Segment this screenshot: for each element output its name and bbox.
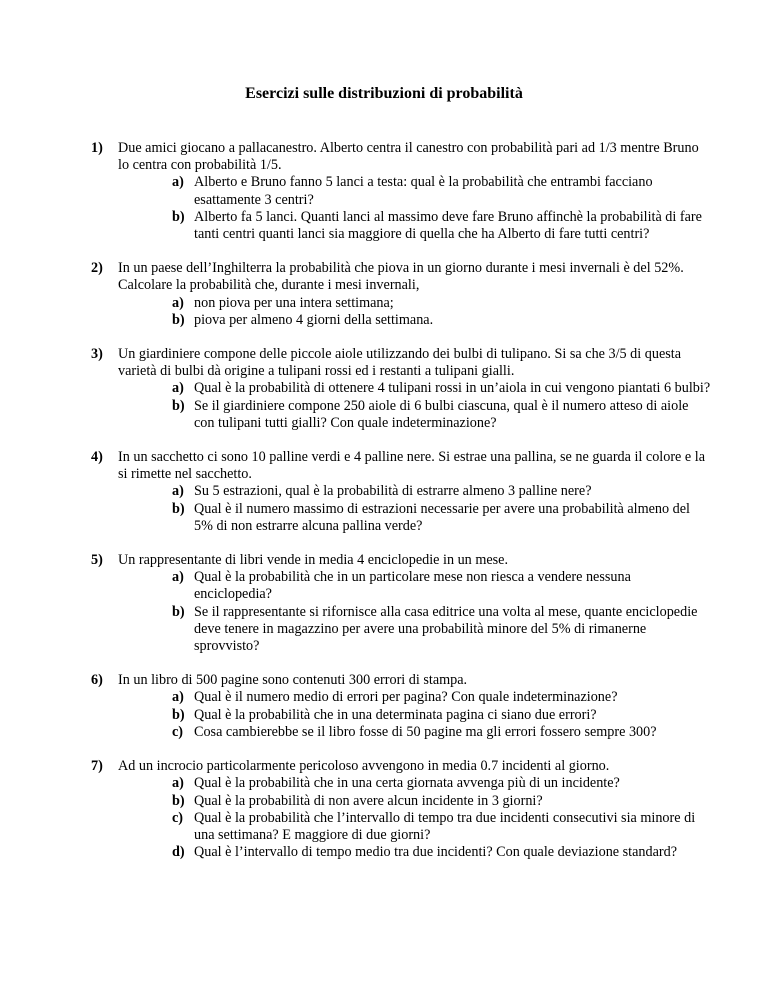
sub-question-letter: a) (172, 294, 184, 311)
sub-question-list (118, 689, 711, 741)
sub-question-letter: b) (172, 311, 185, 328)
sub-question-letter: b) (172, 706, 185, 723)
sub-question-text: Qual è la probabilità che in una certa giornata avvenga più di un incidente? (194, 775, 620, 792)
exercise-text: Un rappresentante di libri vende in media 4 enciclopedie in un mese. (118, 552, 509, 569)
exercise-3 (91, 346, 711, 432)
sub-question-text: Qual è la probabilità di non avere alcun incidente in 3 giorni? (194, 792, 543, 809)
exercise-6 (91, 672, 711, 741)
sub-question (118, 501, 711, 535)
sub-question (118, 689, 711, 706)
sub-question (118, 295, 711, 312)
sub-question (118, 209, 711, 243)
sub-question-list (118, 569, 711, 655)
sub-question-text: non piova per una intera settimana; (194, 294, 394, 311)
exercise-number: 5) (91, 552, 103, 569)
sub-question-list (118, 483, 711, 535)
exercise-number: 3) (91, 346, 103, 363)
sub-question-text: Se il giardiniere compone 250 aiole di 6 bulbi ciascuna, qual è il numero atteso di aiole con tulipani tutti gialli? Con quale indeterminazione? (194, 397, 689, 431)
sub-question-list (118, 295, 711, 329)
sub-question-text: Alberto e Bruno fanno 5 lanci a testa: qual è la probabilità che entrambi facciano esattamente 3 centri? (194, 174, 653, 208)
sub-question-letter: a) (172, 569, 184, 586)
exercise-number: 7) (91, 758, 103, 775)
sub-question-list (118, 775, 711, 861)
sub-question-text: Qual è l’intervallo di tempo medio tra due incidenti? Con quale deviazione standard? (194, 844, 677, 861)
sub-question-text: Se il rappresentante si rifornisce alla casa editrice una volta al mese, quante enciclopedie deve tenere in magazzino per avere una probabilità minore del 5% di rimanerne sprovvisto? (194, 603, 698, 655)
exercise-4 (91, 449, 711, 535)
sub-question-text: Qual è la probabilità che l’intervallo di tempo tra due incidenti consecutivi sia minore di una settimana? E maggiore di due giorni? (194, 809, 696, 843)
sub-question-text: Qual è la probabilità che in una determinata pagina ci siano due errori? (194, 706, 597, 723)
sub-question-text: Su 5 estrazioni, qual è la probabilità di estrarre almeno 3 palline nere? (194, 483, 592, 500)
exercise-text: In un sacchetto ci sono 10 palline verdi e 4 palline nere. Si estrae una pallina, se ne guarda il colore e la si rimette nel sacchetto. (118, 449, 705, 483)
sub-question-list (118, 174, 711, 243)
sub-question (118, 775, 711, 792)
exercise-text: Ad un incrocio particolarmente pericoloso avvengono in media 0.7 incidenti al giorno. (118, 758, 610, 775)
sub-question-letter: a) (172, 689, 184, 706)
sub-question-letter: c) (172, 809, 184, 826)
sub-question-letter: b) (172, 603, 185, 620)
sub-question (118, 707, 711, 724)
sub-question (118, 483, 711, 500)
exercise-7 (91, 758, 711, 861)
sub-question-letter: c) (172, 723, 184, 740)
exercise-text: Un giardiniere compone delle piccole aiole utilizzando dei bulbi di tulipano. Si sa che 3/5 di questa varietà di bulbi dà origine a tulipani rossi ed i restanti a tulipani gialli. (118, 346, 682, 380)
sub-question-letter: d) (172, 844, 185, 861)
sub-question-text: Qual è il numero massimo di estrazioni necessarie per avere una probabilità almeno del 5% di non estrarre alcuna pallina verde? (194, 500, 690, 534)
sub-question (118, 844, 711, 861)
sub-question-letter: a) (172, 380, 184, 397)
exercise-text: In un libro di 500 pagine sono contenuti 300 errori di stampa. (118, 672, 468, 689)
sub-question-text: Qual è il numero medio di errori per pagina? Con quale indeterminazione? (194, 689, 618, 706)
sub-question-text: Qual è la probabilità che in un particolare mese non riesca a vendere nessuna enciclopedia? (194, 569, 631, 603)
sub-question (118, 793, 711, 810)
sub-question-letter: a) (172, 483, 184, 500)
exercise-5 (91, 552, 711, 655)
exercise-number: 4) (91, 449, 103, 466)
exercise-text: Due amici giocano a pallacanestro. Alberto centra il canestro con probabilità pari ad 1/3 mentre Bruno lo centra con probabilità 1/5. (118, 140, 699, 174)
exercise-2 (91, 260, 711, 329)
sub-question (118, 312, 711, 329)
sub-question-letter: a) (172, 775, 184, 792)
sub-question (118, 810, 711, 844)
exercise-text: In un paese dell’Inghilterra la probabilità che piova in un giorno durante i mesi invernali è del 52%. Calcolare la probabilità che, durante i mesi invernali, (118, 260, 684, 294)
sub-question-text: Qual è la probabilità di ottenere 4 tulipani rossi in un’aiola in cui vengono piantati 6 bulbi? (194, 380, 711, 397)
sub-question (118, 569, 711, 603)
sub-question-text: Cosa cambierebbe se il libro fosse di 50 pagine ma gli errori fossero sempre 300? (194, 723, 657, 740)
sub-question (118, 604, 711, 656)
exercise-number: 1) (91, 140, 103, 156)
exercise-list (91, 140, 711, 878)
sub-question-text: piova per almeno 4 giorni della settimana. (194, 311, 434, 328)
sub-question-letter: a) (172, 174, 184, 191)
sub-question-letter: b) (172, 500, 185, 517)
exercise-1 (91, 140, 711, 243)
document-title: Esercizi sulle distribuzioni di probabilità (245, 85, 523, 102)
sub-question-letter: b) (172, 792, 185, 809)
sub-question-letter: b) (172, 208, 185, 225)
exercise-number: 2) (91, 260, 103, 277)
sub-question (118, 398, 711, 432)
sub-question-text: Alberto fa 5 lanci. Quanti lanci al massimo deve fare Bruno affinchè la probabilità di fare tanti centri quanti lanci sia maggiore di quella che ha Alberto di fare tutti centri? (194, 208, 702, 243)
sub-question (118, 724, 711, 741)
exercise-number: 6) (91, 672, 103, 689)
sub-question-list (118, 380, 711, 432)
sub-question-letter: b) (172, 397, 185, 414)
sub-question (118, 380, 711, 397)
sub-question (118, 174, 711, 208)
